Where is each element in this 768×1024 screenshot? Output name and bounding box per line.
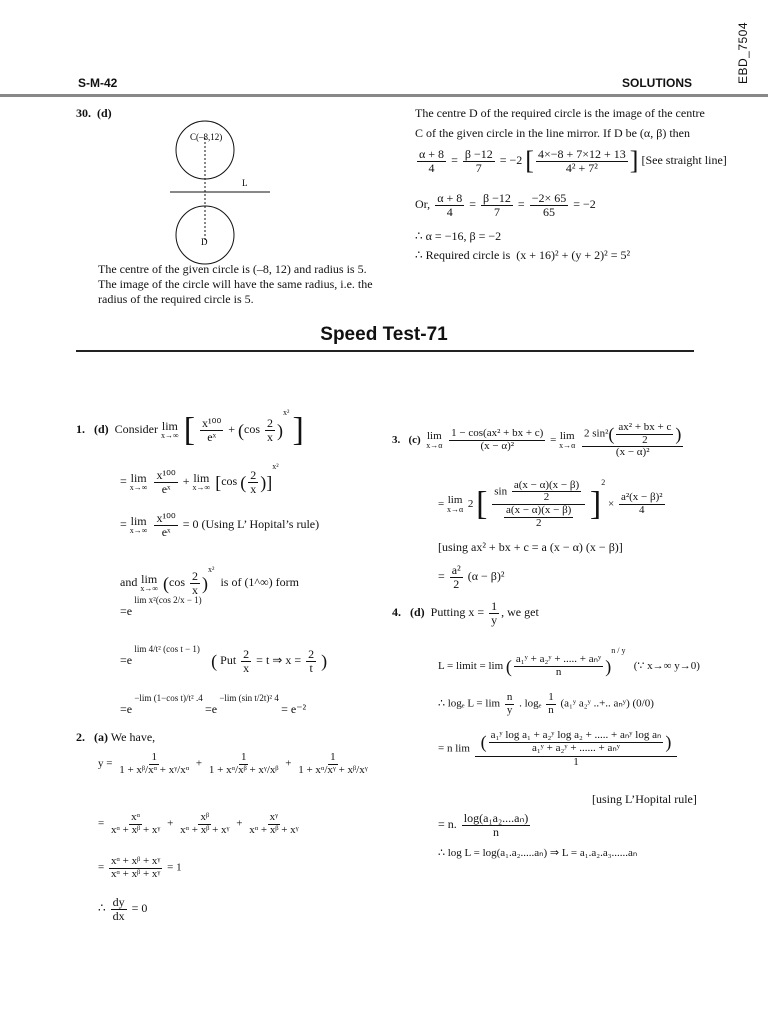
frac (247, 812, 300, 836)
frac-num: x¹⁰⁰ (202, 416, 222, 431)
exp1: x²(cos 2/x − 1) (148, 595, 202, 605)
q2-line2: y = $\frac{1}{\text{1 + xᵝ/xᵅ + xᵞ/xᵅ}}$ + $\frac{1}{\text{1 + xᵅ/xᵝ + xᵞ/xᵝ}}$ + $\frac{1}{\text{1 + xᵅ/xᵞ + xᵝ/xᵞ}}$ (98, 751, 368, 776)
frac (241, 648, 251, 674)
frac-den: n (555, 665, 562, 678)
paren: ( (211, 651, 218, 672)
lim-sub: x→∞ (192, 483, 211, 493)
frac-num: 1 (151, 751, 157, 763)
frac-den: y (506, 703, 513, 716)
q30-para-2: The image of the circle will have the same radius, i.e. the (98, 277, 373, 291)
q3-result (438, 564, 504, 590)
frac (154, 469, 177, 495)
q30-eq1 (415, 148, 727, 174)
q3-line2: = lim x→α 2 [ sin $\frac{a(x - \alpha)(x - \beta)}{2}$ $\frac{a(x - \alpha)(x - \beta)}{2}$ ]$^2$ × $\frac{\text{a²(x − β)²}}{4}$ (438, 478, 663, 529)
frac-num: a(x − α)(x − β) (506, 503, 572, 516)
paren: ( (480, 732, 487, 753)
frac (111, 896, 127, 922)
frac (505, 692, 515, 716)
bracket: [ (525, 146, 534, 176)
q3-num: 3. (392, 433, 401, 446)
eq1-mid: = −2 (499, 152, 523, 167)
q2-line3: = $\frac{\text{xᵅ}}{\text{xᵅ + xᵝ + xᵞ}}$ + $\frac{\text{xᵝ}}{\text{xᵅ + xᵝ + xᵞ}}$ + $\frac{\text{xᵞ}}{\text{xᵅ + xᵝ + xᵞ}}$ (98, 811, 299, 836)
frac-den (500, 505, 577, 529)
cos: cos (244, 422, 261, 436)
equals: = (120, 604, 127, 618)
q1-consider: Consider (114, 422, 159, 436)
q1-line4 (120, 565, 299, 596)
frac-den: eˣ (161, 524, 171, 539)
frac (463, 148, 495, 174)
frac-num: dy (112, 895, 125, 909)
lim-sub: x→α (446, 504, 464, 514)
lim-word: lim (141, 572, 158, 587)
lim-sub: x→∞ (129, 483, 148, 493)
frac-den: xᵅ + xᵝ + xᵞ (180, 823, 230, 836)
frac-num: 1 (491, 599, 498, 613)
q2-num: 2. (76, 730, 85, 744)
frac-den: 7 (475, 160, 482, 175)
frac-num: α + 8 (437, 191, 463, 205)
frac-den: (x − α)² (615, 446, 650, 459)
log-terms: (a₁ʸ a₂ʸ ..+.. aₙʸ) (560, 697, 630, 710)
frac-den: y (491, 612, 498, 627)
frac-den: eˣ (207, 429, 217, 444)
plus: + (182, 474, 190, 488)
frac (200, 417, 223, 443)
frac (619, 492, 665, 516)
bracket: [ (215, 472, 222, 493)
equals: = (469, 196, 477, 211)
lim-word: lim (193, 471, 210, 486)
lim-word: lim (161, 419, 178, 434)
zero-zero: (0/0) (632, 697, 654, 710)
and: and (120, 575, 138, 589)
lim-word: lim (134, 643, 147, 654)
eq-n: = n. (438, 816, 457, 831)
header-rule (0, 94, 768, 97)
frac-den: (x − α)² (480, 439, 515, 452)
equals: = (120, 702, 127, 716)
frac (435, 192, 464, 218)
frac-num: α + 8 (419, 147, 445, 161)
q1-line2 (120, 462, 279, 495)
frac-num: β −12 (464, 147, 493, 161)
frac (616, 422, 673, 446)
exponent-group (132, 644, 202, 654)
speed-test-title: Speed Test-71 (320, 324, 448, 345)
q3-ans: (c) (408, 433, 421, 446)
equals: = (98, 861, 105, 874)
cos: cos (221, 474, 238, 488)
q3-using: [using ax² + bx + c = a (x − α) (x − β)] (438, 540, 623, 554)
therefore: ∴ (98, 900, 106, 915)
lim-sub: x→α (426, 440, 443, 450)
because: (∵ x→∞ y→0) (633, 660, 700, 672)
y-eq: y = (98, 757, 113, 770)
lim (426, 431, 442, 450)
bracket: [ (476, 485, 488, 523)
q1-result: = e⁻² (281, 702, 307, 716)
frac-num: 1 − cos(ax² + bx + c) (451, 427, 544, 440)
cos: cos (169, 575, 186, 589)
q2-res2: = 0 (131, 900, 148, 915)
frac (449, 428, 545, 452)
frac (492, 480, 585, 529)
e: e (126, 702, 133, 716)
paren: ) (321, 651, 328, 672)
q3-line1: 3. (c) lim x→α $\frac{\text{1 − cos(ax² + bx + c)}}{\text{(x − α)²}}$ = lim x→α 2 sin²( $\frac{\text{ax² + bx + c}}{2}$ ) (x − α)² (392, 421, 682, 459)
frac-num: a(x − α)(x − β) (513, 478, 580, 491)
frac (489, 600, 499, 626)
frac-den: t (309, 660, 313, 675)
q2-line5 (98, 896, 147, 922)
q1-line7 (120, 693, 307, 717)
exponent-group (132, 693, 205, 703)
q2-line4 (98, 856, 182, 880)
bracket: ] (629, 146, 639, 176)
frac-num: β −12 (483, 191, 511, 205)
equals: = (517, 196, 525, 211)
q2-res1: = 1 (167, 861, 182, 874)
exponent: 2 (601, 478, 606, 487)
lim (140, 573, 158, 593)
side-code (726, 18, 766, 88)
frac-den: a₁ʸ + a₂ʸ + ...... + aₙʸ (531, 741, 621, 754)
lim-word: −lim (219, 693, 237, 703)
frac-den: 2 (535, 516, 542, 529)
frac-den: xᵅ + xᵝ + xᵞ (249, 823, 299, 836)
q4-num: 4. (392, 604, 401, 619)
title-rule (76, 350, 694, 352)
q30-ans: (d) (97, 106, 112, 120)
paren: ( (505, 656, 512, 677)
frac-den: xᵅ + xᵝ + xᵞ (110, 823, 161, 836)
q30-eq3: ∴ α = −16, β = −2 (415, 229, 502, 243)
frac (109, 812, 162, 836)
frac-num: a₁ʸ + a₂ʸ + ..... + aₙʸ (515, 653, 602, 666)
label-d: D (201, 237, 208, 247)
side-code-text: EBD_7504 (736, 21, 751, 85)
frac-den: 7 (493, 204, 500, 219)
frac-den: 4 (428, 160, 435, 175)
frac-num: xᵅ + xᵝ + xᵞ (110, 855, 161, 867)
lim (130, 515, 148, 535)
q4-line5 (438, 812, 532, 838)
frac-num: xᵅ (131, 811, 141, 823)
q30-num: 30. (76, 106, 91, 120)
log-line: ∴ logₑ L = lim (438, 697, 501, 710)
frac (417, 148, 446, 174)
page-code: S-M-42 (78, 76, 118, 90)
bracket: ] (292, 411, 304, 449)
frac-den: 1 (573, 756, 579, 769)
equals: = (120, 652, 127, 667)
frac-den: 1 + xᵅ/xᵞ + xᵝ/xᵞ (298, 763, 368, 776)
frac (109, 856, 162, 880)
paren: ) (260, 472, 267, 493)
frac (178, 812, 231, 836)
q4-ans: (d) (410, 604, 425, 619)
frac-den: 2 (543, 491, 550, 504)
q4-using: [using L’Hopital rule] (592, 792, 697, 806)
frac-den: dx (112, 908, 125, 923)
q2-intro: We have, (110, 730, 156, 744)
frac (582, 422, 683, 459)
q1-line5 (120, 595, 202, 619)
sin: sin (494, 485, 508, 498)
paren: ) (202, 573, 209, 594)
exponent-group (132, 595, 202, 605)
frac-den: xᵅ + xᵝ + xᵞ (110, 867, 161, 880)
put-eq: = t ⇒ x = (256, 652, 302, 667)
paren: ) (675, 424, 682, 445)
putting: Putting x = (430, 604, 485, 619)
frac-den: n (548, 703, 554, 716)
frac-num (582, 422, 683, 447)
lim-word: −lim (134, 693, 152, 703)
exponent: x² (208, 565, 215, 574)
frac-den: 4² + 7² (565, 160, 598, 175)
q30-para-1: The centre of the given circle is (–8, 12) and radius is 5. (98, 262, 367, 276)
q2-line1 (76, 730, 155, 745)
q30-para-3: radius of the required circle is 5. (98, 292, 254, 306)
frac-num: xᵝ (200, 811, 210, 823)
q30-figure (160, 120, 280, 270)
frac-num: x¹⁰⁰ (156, 468, 176, 483)
frac-num: 4×−8 + 7×12 + 13 (537, 147, 626, 161)
frac-num: a₁ʸ log a₁ + a₂ʸ log a₂ + ..... + aₙʸ log aₙ (490, 729, 662, 741)
frac (207, 752, 281, 776)
l-eq: L = limit = lim (438, 660, 504, 672)
equals: = (438, 568, 445, 583)
q30-right-2: C of the given circle in the line mirror. If D be (α, β) then (415, 126, 690, 140)
lim (447, 495, 463, 514)
q30-right-1: The centre D of the required circle is the image of the centre (415, 106, 705, 120)
eq4-pre: ∴ Required circle is (415, 248, 511, 262)
lim-sub: x→α (559, 440, 576, 450)
eq4: (x + 16)² + (y + 2)² = 5² (516, 248, 631, 262)
q1-ans: (d) (94, 422, 109, 436)
lim-word: lim (426, 429, 442, 442)
exponent: x² (283, 408, 290, 417)
frac (450, 564, 463, 590)
frac-den: n (493, 824, 499, 839)
frac-den: eˣ (161, 481, 171, 496)
hopital-result: = 0 (Using L’ Hopital’s rule) (182, 516, 320, 531)
frac-num: log(a₁a₂....aₙ) (463, 811, 529, 825)
frac-num: a²(x − β)² (620, 491, 663, 504)
frac-den: 4 (639, 503, 645, 516)
q2-ans: (a) (94, 730, 108, 744)
paren: ( (238, 420, 245, 441)
exponent: x² (272, 462, 279, 471)
frac (154, 512, 177, 538)
frac-num: 2 (267, 416, 274, 431)
lim (130, 472, 148, 492)
lim-sub: x→∞ (140, 584, 159, 594)
frac (512, 480, 581, 504)
e: e (211, 702, 218, 716)
paren: ) (277, 420, 284, 441)
lim-word: lim (559, 429, 575, 442)
equals: = (204, 702, 212, 716)
q30-label (76, 106, 112, 121)
eq1-note: [See straight line] (641, 152, 727, 167)
frac-num (492, 480, 585, 505)
frac-num: 2 (308, 647, 315, 661)
equals: = (120, 474, 127, 488)
frac-den: x (192, 582, 199, 597)
lim (161, 420, 179, 440)
frac-num: ax² + bx + c (618, 421, 672, 433)
frac (462, 812, 530, 838)
lim (192, 472, 210, 492)
bracket: [ (183, 411, 196, 449)
frac (475, 728, 678, 769)
eq2-res: = −2 (573, 196, 596, 211)
frac (481, 192, 513, 218)
frac (248, 469, 258, 495)
paren: ( (240, 472, 247, 493)
q4-line1 (392, 600, 539, 626)
frac-den: x (250, 481, 257, 496)
equals: = (451, 152, 458, 167)
q4-line3 (438, 692, 654, 716)
form-note: is of (1^∞) form (220, 575, 299, 589)
log-mid: . logₑ (519, 697, 542, 710)
frac-den: 1 + xᵅ/xᵝ + xᵞ/xᵝ (208, 763, 279, 776)
label-l: L (242, 178, 248, 188)
e: e (126, 604, 133, 618)
frac (504, 505, 573, 529)
frac-den: 65 (542, 204, 555, 219)
frac-den: 1 + xᵝ/xᵅ + xᵞ/xᵅ (119, 763, 190, 776)
equals: = (120, 516, 127, 531)
frac-num: 2 (192, 569, 199, 584)
lim-word: lim (134, 595, 147, 605)
q1-line1 (76, 408, 304, 447)
equals: = (438, 498, 445, 510)
q30-eq2 (415, 192, 596, 218)
q1-line6 (120, 643, 328, 675)
frac-den: 2 (453, 576, 460, 591)
exponent: n / y (611, 646, 626, 655)
frac-num: a² (451, 563, 461, 577)
q1-num: 1. (76, 422, 85, 436)
lim-sub: x→∞ (129, 526, 148, 536)
lim-word: lim (130, 514, 147, 529)
frac-num: 1 (330, 751, 336, 763)
frac (530, 192, 569, 218)
frac-num (475, 728, 678, 757)
lim-word: lim (130, 471, 147, 486)
frac-num: x¹⁰⁰ (156, 511, 176, 525)
frac (296, 752, 369, 776)
sin2: 2 sin² (584, 427, 609, 440)
frac-num: 1 (548, 691, 554, 703)
paren: ) (605, 656, 612, 677)
put: Put (220, 652, 237, 667)
frac (117, 752, 191, 776)
exp2: 4/t² (cos t − 1) (148, 643, 200, 654)
frac (514, 654, 603, 678)
paren: ) (665, 732, 672, 753)
lim (559, 431, 575, 450)
frac-den: 2 (642, 433, 648, 446)
frac (190, 570, 200, 596)
frac-num: −2× 65 (531, 191, 567, 205)
exp3b: (sin t/2t)² 4 (238, 693, 279, 703)
frac-num: 1 (240, 751, 247, 763)
res-tail: (α − β)² (467, 568, 505, 583)
frac-den: 4 (446, 204, 453, 219)
frac (536, 148, 628, 174)
exp3a: (1−cos t)/t² .4 (153, 693, 203, 703)
frac-den: x (267, 429, 274, 444)
lim-word: lim (447, 493, 463, 506)
frac-den: x (243, 660, 250, 675)
bracket: ] (589, 485, 602, 523)
frac (546, 692, 556, 716)
label-c: C(–8,12) (190, 132, 223, 142)
paren: ( (608, 424, 615, 445)
section-title: SOLUTIONS (621, 76, 692, 90)
q30-eq4 (415, 248, 630, 263)
lim-sub: x→∞ (161, 431, 179, 441)
bracket: ] (266, 472, 273, 493)
n-lim: = n lim (438, 742, 470, 755)
q4-line2 (438, 646, 700, 679)
weget: , we get (501, 604, 539, 619)
frac-num: n (506, 691, 513, 703)
q1-line3 (120, 512, 319, 538)
frac (306, 648, 316, 674)
frac-num: 2 (243, 647, 250, 661)
frac (489, 730, 664, 754)
q4-final: ∴ log L = log(a₁.a₂.....aₙ) ⇒ L = a₁.a₂.a₃......aₙ (438, 847, 638, 859)
exponent-group (217, 693, 281, 703)
frac-num: 2 (250, 468, 257, 483)
plus: + (228, 422, 236, 436)
or-label: Or, (415, 196, 431, 211)
equals: = (98, 817, 105, 830)
frac (265, 417, 275, 443)
e: e (126, 652, 133, 667)
times: × (607, 498, 615, 510)
frac-num: xᵞ (269, 811, 279, 823)
q4-line4 (438, 728, 679, 769)
paren: ( (163, 573, 170, 594)
